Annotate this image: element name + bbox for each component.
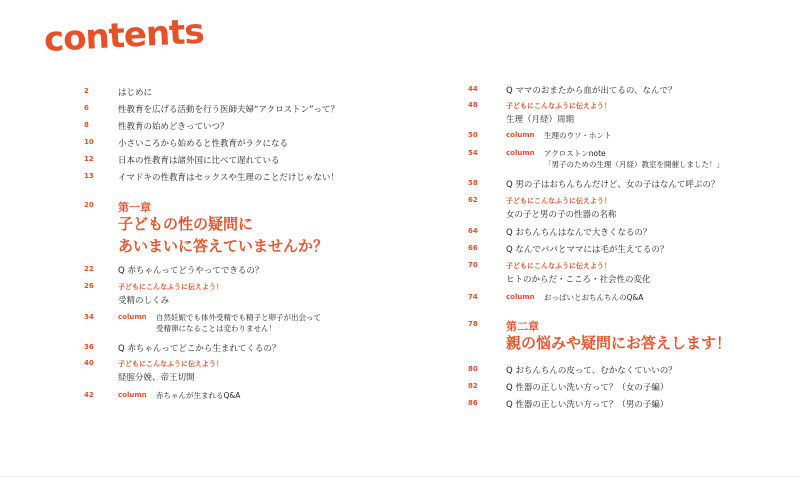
entry-title: 小さいころから始めると性教育がラクになる bbox=[118, 139, 289, 149]
page-number: 86 bbox=[468, 399, 478, 407]
entry-title-line2: 「男子のための生理（月経）教室を開催しました！」 bbox=[544, 160, 724, 169]
chapter-title-line2: あいまいに答えていませんか？ bbox=[118, 237, 329, 255]
chapter-title-line1: 子どもの性の疑問に bbox=[118, 215, 254, 233]
entry-title: 女の子と男の子の性器の名称 bbox=[506, 210, 617, 220]
page-number: 6 bbox=[84, 104, 89, 112]
page-number: 48 bbox=[468, 101, 478, 109]
entry-title: Q なんでパパとママには毛が生えてるの？ bbox=[506, 245, 669, 255]
page-number: 10 bbox=[84, 138, 94, 146]
entry-title: はじめに bbox=[118, 88, 153, 98]
page-number: 22 bbox=[84, 265, 94, 273]
contents-heading: contents bbox=[42, 11, 205, 60]
entry-title: Q 赤ちゃんってどこから生まれてくるの？ bbox=[118, 344, 281, 354]
entry-subheading: 子どもにこんなふうに伝えよう！ bbox=[506, 102, 611, 110]
entry-title: Q ママのおまたから血が出てるの、なんで？ bbox=[506, 86, 677, 96]
entry-title: Q おちんちんの皮って、むかなくていいの？ bbox=[506, 366, 677, 376]
entry-title: 受精のしくみ bbox=[118, 296, 170, 306]
page-number: 74 bbox=[468, 293, 478, 301]
entry-title: 性教育の始めどきっていつ？ bbox=[118, 122, 229, 132]
chapter-label: 第二章 bbox=[506, 320, 539, 333]
page-number: 58 bbox=[468, 179, 478, 187]
entry-subheading: 子どもにこんなふうに伝えよう！ bbox=[118, 360, 223, 368]
page-number: 8 bbox=[84, 121, 89, 129]
entry-subheading: 子どもにこんなふうに伝えよう！ bbox=[118, 283, 223, 291]
page-number: 42 bbox=[84, 391, 94, 399]
entry-subheading: 子どもにこんなふうに伝えよう！ bbox=[506, 197, 611, 205]
page-bottom-divider bbox=[0, 476, 800, 477]
page-number: 78 bbox=[468, 320, 478, 328]
entry-title: ヒトのからだ・こころ・社会性の変化 bbox=[506, 275, 651, 285]
column-tag: column bbox=[506, 293, 535, 301]
column-tag: column bbox=[506, 149, 535, 157]
page-number: 54 bbox=[468, 149, 478, 157]
column-tag: column bbox=[506, 131, 535, 139]
entry-title: Q 赤ちゃんってどうやってできるの？ bbox=[118, 266, 264, 276]
entry-title: Q 性器の正しい洗い方って？（男の子編） bbox=[506, 400, 669, 410]
entry-title: イマドキの性教育はセックスや生理のことだけじゃない！ bbox=[118, 173, 339, 183]
page-number: 2 bbox=[84, 87, 89, 95]
page-number: 66 bbox=[468, 244, 478, 252]
page-number: 26 bbox=[84, 282, 94, 290]
entry-title: Q 性器の正しい洗い方って？（女の子編） bbox=[506, 383, 669, 393]
page-number: 44 bbox=[468, 85, 478, 93]
page-number: 20 bbox=[84, 201, 94, 209]
entry-title: 赤ちゃんが生まれるQ&A bbox=[156, 391, 241, 400]
chapter-title: 親の悩みや疑問にお答えします！ bbox=[506, 334, 732, 352]
page-number: 64 bbox=[468, 227, 478, 235]
entry-title: Q おちんちんはなんで大きくなるの？ bbox=[506, 228, 652, 238]
entry-subheading: 子どもにこんなふうに伝えよう！ bbox=[506, 262, 611, 270]
entry-title: 生理（月経）周期 bbox=[506, 115, 575, 125]
entry-title: アクロストンnote bbox=[544, 149, 606, 158]
page-number: 40 bbox=[84, 359, 94, 367]
entry-title: Q 男の子はおちんちんだけど、女の子はなんて呼ぶの？ bbox=[506, 180, 720, 190]
page-number: 70 bbox=[468, 261, 478, 269]
page-number: 12 bbox=[84, 155, 94, 163]
page-number: 34 bbox=[84, 313, 94, 321]
entry-title: 性教育を広げる活動を行う医師夫婦“アクロストン”って？ bbox=[118, 105, 340, 115]
entry-title: 自然妊娠でも体外受精でも精子と卵子が出会って bbox=[156, 313, 321, 322]
page-number: 13 bbox=[84, 172, 94, 180]
entry-title: 日本の性教育は諸外国に比べて遅れている bbox=[118, 156, 280, 166]
column-tag: column bbox=[118, 391, 147, 399]
entry-title-line2: 受精卵になることは変わりません！ bbox=[156, 324, 276, 333]
chapter-label: 第一章 bbox=[118, 201, 151, 214]
entry-title: 経腟分娩、帝王切開 bbox=[118, 373, 195, 383]
column-tag: column bbox=[118, 313, 147, 321]
entry-title: おっぱいとおちんちんのQ&A bbox=[544, 293, 644, 302]
page-number: 80 bbox=[468, 365, 478, 373]
page-number: 82 bbox=[468, 382, 478, 390]
page-number: 62 bbox=[468, 196, 478, 204]
page-number: 36 bbox=[84, 343, 94, 351]
page-number: 50 bbox=[468, 131, 478, 139]
entry-title: 生理のウソ・ホント bbox=[544, 131, 612, 140]
